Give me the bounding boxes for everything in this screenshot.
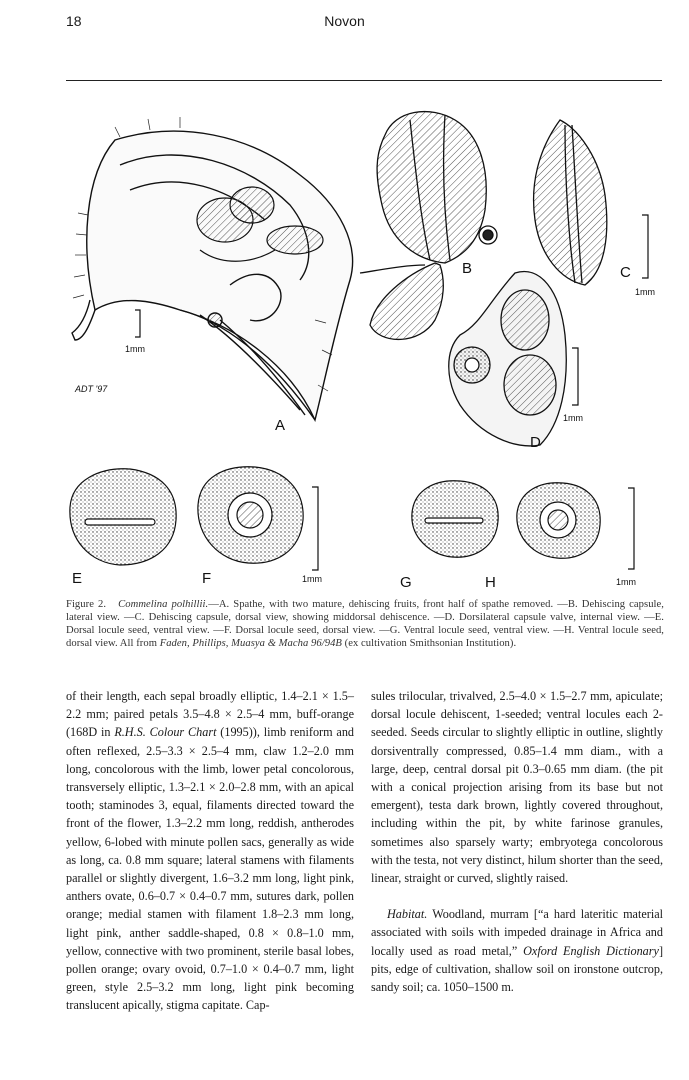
panel-d-valve-drawing: [449, 272, 567, 446]
left-column-text-1: of their length, each sepal broadly elliptic, 1.4–2.1 × 1.5–2.2 mm; paired petals 3.5–4.8 × 2.5–4 mm, buff-orange (168D in: [66, 689, 354, 740]
left-column-colour-chart: R.H.S. Colour Chart: [114, 725, 217, 740]
habitat-paragraph: [371, 905, 663, 996]
panel-e-label: E: [72, 570, 83, 587]
panel-c-scale-bar: [642, 215, 648, 278]
habitat-text-1: Woodland, murram [“a hard lateritic material associated with soils with impeded drainage in Africa and locally used as road metal,”: [371, 907, 663, 958]
right-column-description: sules trilocular, trivalved, 2.5–4.0 × 1.5–2.7 mm, apiculate; dorsal locule dehiscent, 1-seeded; ventral locules each 2-seeded. Seeds circular to slightly elliptic in outline, slightly dorsiventrally compressed, 0.85–1.4 mm diam., with a large, deep, central dorsal pit 0.3–0.65 mm diam. (the pit with a conical projection arising from its base but not emergent), testa dark brown, lightly covered throughout, including within the pit, by white farinose granules, sometimes also sparsely warty; embryotega concolorous with the testa, not very distinct, hilum shorter than the seed, linear, straight or curved, slightly raised.: [371, 689, 663, 886]
caption-species: Commelina polhillii.: [118, 599, 209, 610]
panel-f-scale-bar: [312, 487, 318, 570]
panel-a-spathe-drawing: [72, 131, 353, 420]
panel-d-label: D: [530, 434, 541, 451]
figure-caption: [66, 598, 664, 650]
panel-c-scale-label: 1mm: [635, 287, 655, 297]
panel-c-label: C: [620, 264, 631, 281]
panel-b-capsule-drawing: [360, 112, 497, 340]
habitat-text-2: ] pits, edge of cultivation, shallow soil on ironstone outcrop, sandy soil; ca. 1050–1500 m.: [371, 943, 663, 995]
panel-h-label: H: [485, 574, 496, 590]
panel-a-scale-bar: [135, 310, 140, 337]
caption-prefix: Figure 2.: [66, 599, 107, 610]
habitat-source: Oxford English Dictionary: [523, 943, 659, 958]
panel-e-seed-drawing: [70, 469, 176, 565]
left-column-text-2: (1995)), limb reniform and often reflexed, 2.5–3.3 × 2.5–4 mm, claw 1.2–2.0 mm long, concolorous with the limb, lower petal concolorous, transversely elliptic, 1.3–2.1 × 2.0–2.8 mm, with an apical tooth; staminodes 3, equal, filaments directed toward the front of the flower, 1.3–2.2 mm long, reddish, antherodes yellow, 6-lobed with minute pollen sacs, generally as wide as long, ca. 0.8 mm square; lateral stamens with filaments parallel or slightly divergent, 1.6–3.2 mm long, light pink, anthers ovate, 0.6–0.7 × 0.4–0.7 mm, sutures dark, pollen orange; medial stamen with filament 1.8–2.3 mm long, light pink, anther saddle-shaped, 0.8 × 0.8–1.0 mm, yellow, connective with two prominent, sterile basal lobes, pollen orange; ovary ovoid, 0.7–1.0 × 0.4–0.7 mm, light green, style 2.5–3.2 mm long, light pink becoming translucent apically, stigma capitate. Cap-: [66, 725, 355, 1013]
body-left-column: [66, 687, 354, 1015]
header-rule: [66, 80, 662, 81]
caption-suffix: (ex cultivation Smithsonian Institution).: [341, 638, 517, 649]
panel-g-seed-drawing: [412, 481, 498, 557]
panel-a-scale-label: 1mm: [125, 344, 145, 354]
figure-plate: [60, 95, 660, 590]
panel-f-label: F: [202, 570, 212, 587]
page-number: 18: [66, 13, 82, 29]
panel-h-seed-drawing: [517, 483, 600, 558]
running-header-journal: Novon: [324, 13, 365, 29]
body-right-column: [371, 687, 663, 996]
panel-c-capsule-drawing: [534, 120, 607, 285]
habitat-heading: Habitat.: [387, 907, 428, 922]
panel-h-scale-bar: [628, 488, 634, 569]
panel-g-label: G: [400, 574, 412, 590]
panel-b-label: B: [462, 260, 473, 277]
artist-signature: ADT '97: [75, 384, 108, 394]
panel-f-seed-drawing: [198, 467, 303, 563]
caption-body: —A. Spathe, with two mature, dehiscing fruits, front half of spathe removed. —B. Dehiscing capsule, lateral view. —C. Dehiscing capsule, dorsal view, showing middorsal dehiscence. —D. Dorsilateral capsule valve, internal view. —E. Dorsal locule seed, ventral view. —F. Dorsal locule seed, dorsal view. —G. Ventral locule seed, ventral view. —H. Ventral locule seed, dorsal view. All from: [66, 599, 664, 649]
panel-d-scale-bar: [572, 348, 578, 405]
panel-d-scale-label: 1mm: [563, 413, 583, 423]
caption-collectors: Faden, Phillips, Muasya & Macha 96/94B: [159, 638, 342, 649]
panel-f-scale-label: 1mm: [302, 574, 322, 584]
panel-a-label: A: [275, 417, 286, 434]
panel-h-scale-label: 1mm: [616, 577, 636, 587]
